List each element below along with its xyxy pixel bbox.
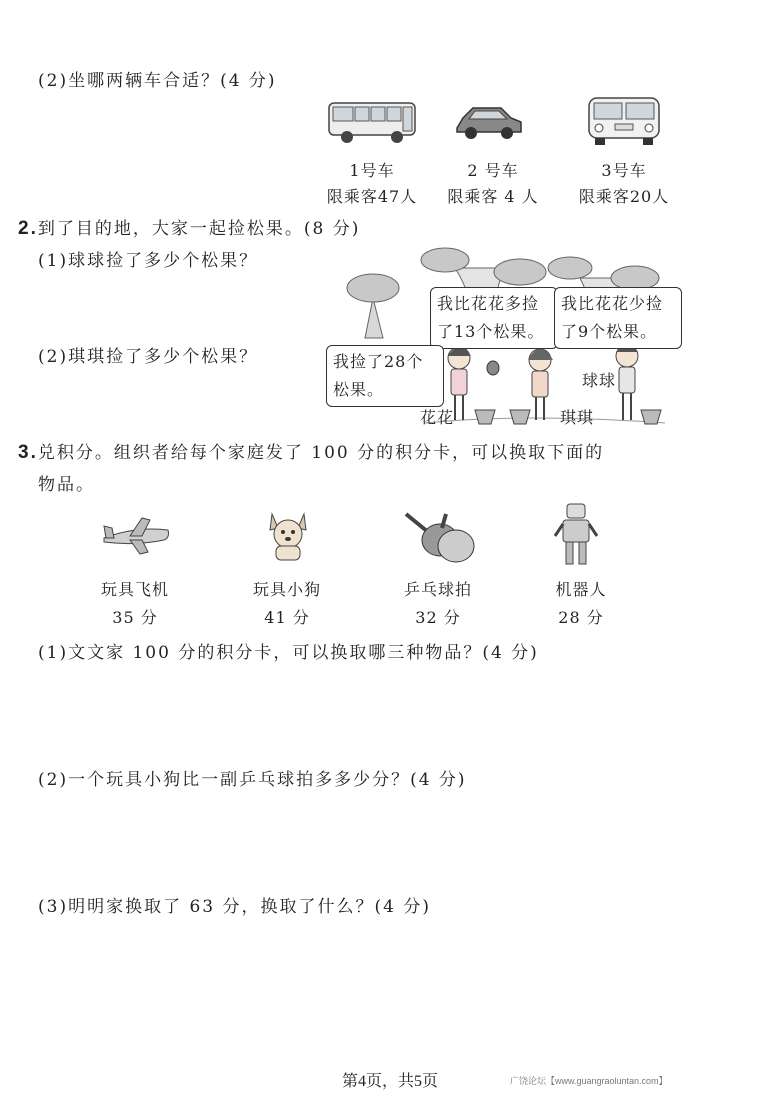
toy-dog-icon: [260, 508, 316, 564]
section-2-title: 到了目的地，大家一起捡松果。(8 分): [37, 219, 361, 239]
vehicle-3-limit: 限乘客20人: [578, 187, 670, 206]
name-huahua: 花花: [420, 408, 455, 427]
item-4-points: 28 分: [558, 608, 604, 627]
question-3-1: (1)文文家 100 分的积分卡，可以换取哪三种物品？(4 分): [38, 643, 539, 663]
vehicle-3-name: 3号车: [601, 161, 647, 180]
bubble-huahua-line2: 松果。: [333, 380, 385, 399]
vehicle-1-limit: 限乘客47人: [326, 187, 418, 206]
name-qiuqiu: 球球: [582, 371, 617, 390]
item-3-points: 32 分: [415, 608, 461, 627]
question-3-2: (2)一个玩具小狗比一副乒乓球拍多多少分？(4 分): [38, 770, 467, 790]
vehicle-2-limit: 限乘客 4 人: [447, 187, 539, 206]
item-2-name: 玩具小狗: [252, 580, 321, 599]
vehicle-2-name: 2 号车: [467, 161, 519, 180]
watermark: 广饶论坛【www.guangraoluntan.com】: [510, 1076, 668, 1086]
bubble-right-line2: 了9个松果。: [561, 322, 658, 341]
section-3-heading: [18, 438, 604, 464]
question-2-2: (2)坐哪两辆车合适？(4 分): [38, 71, 277, 91]
bubble-huahua-line1: 我捡了28个: [333, 352, 424, 371]
toy-plane-icon: [100, 516, 172, 556]
item-1-points: 35 分: [112, 608, 158, 627]
bubble-right-line1: 我比花花少捡: [561, 294, 664, 313]
page-number: 第4页，共5页: [341, 1073, 438, 1090]
speech-bubble-left: [430, 287, 558, 349]
speech-bubble-huahua: [326, 345, 444, 407]
question-3-3: (3)明明家换取了 63 分，换取了什么？(4 分): [38, 897, 432, 917]
robot-icon: [553, 502, 599, 568]
section-2-number: 2.: [18, 218, 38, 239]
section-3-number: 3.: [18, 442, 38, 463]
bus-icon: [325, 97, 421, 147]
bubble-left-line1: 我比花花多捡: [437, 294, 540, 313]
question-2-1: (1)球球捡了多少个松果？: [38, 251, 259, 271]
section-2-heading: [18, 214, 360, 240]
vehicle-1-name: 1号车: [349, 161, 395, 180]
pingpong-paddle-icon: [402, 510, 478, 566]
item-3-name: 乒乓球拍: [403, 580, 472, 599]
section-3-title-line1: 兑积分。组织者给每个家庭发了 100 分的积分卡，可以换取下面的: [37, 443, 605, 463]
minibus-icon: [585, 94, 663, 148]
item-2-points: 41 分: [264, 608, 310, 627]
car-icon: [451, 100, 526, 144]
bubble-left-line2: 了13个松果。: [437, 322, 545, 341]
name-qiqi: 琪琪: [560, 408, 595, 427]
item-1-name: 玩具飞机: [100, 580, 169, 599]
speech-bubble-right: [554, 287, 682, 349]
question-2-2b: (2)琪琪捡了多少个松果？: [38, 347, 259, 367]
section-3-title-line2: 物品。: [38, 475, 95, 495]
item-4-name: 机器人: [555, 580, 607, 599]
